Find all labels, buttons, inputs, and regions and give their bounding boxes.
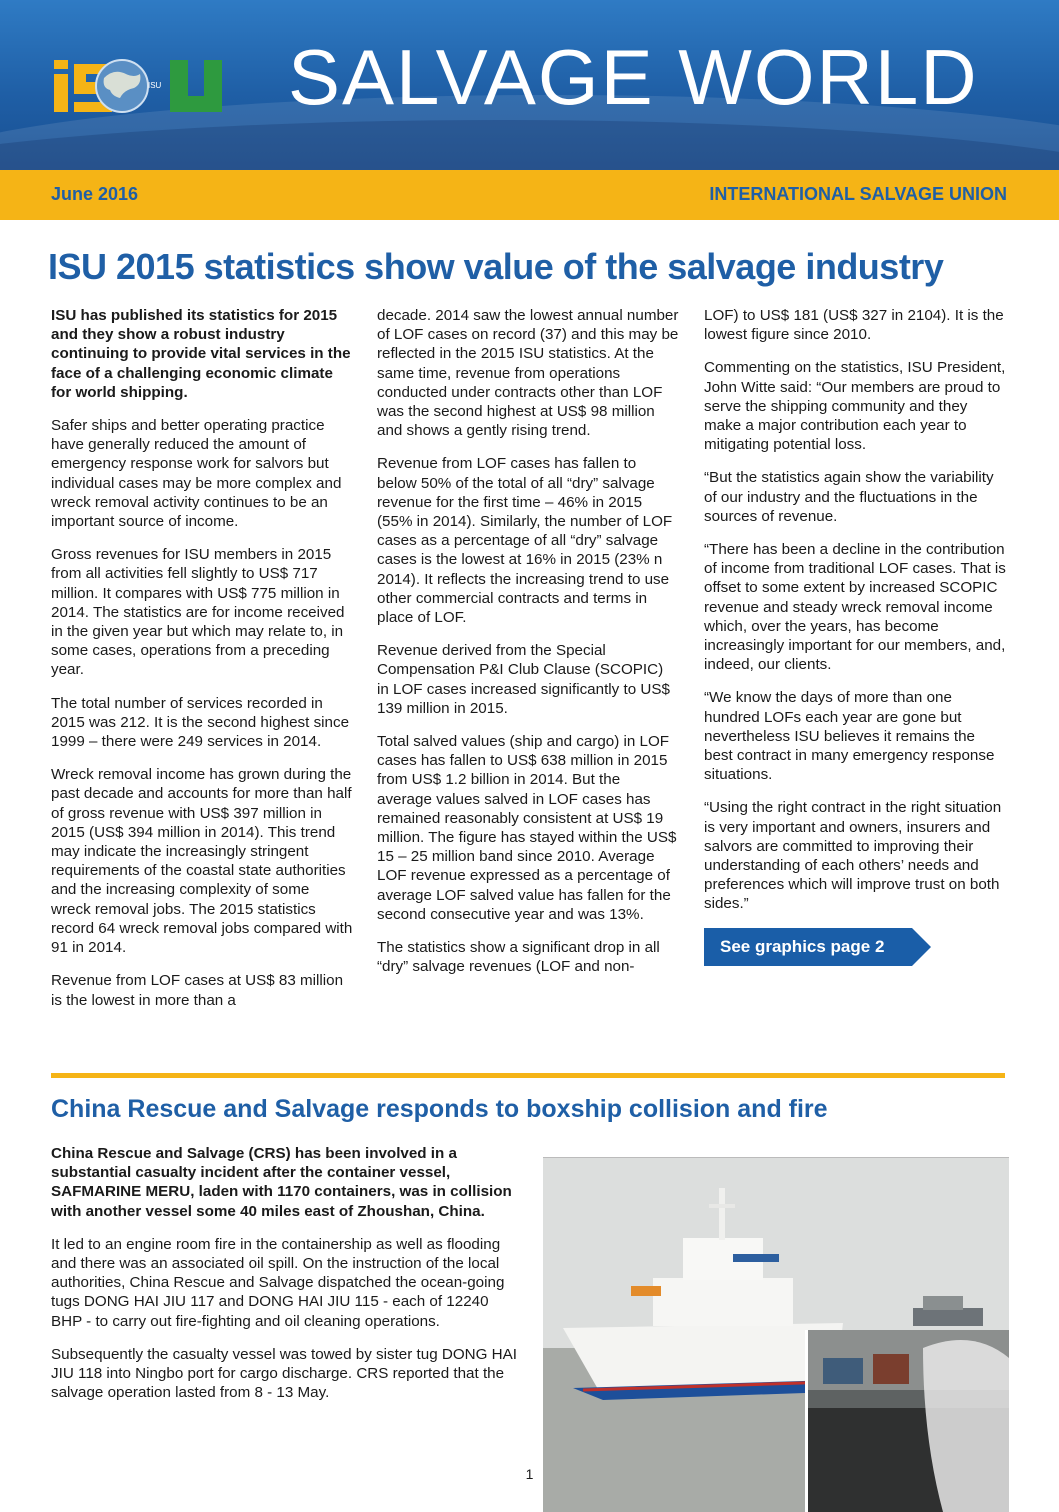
salvage-tug-photo <box>543 1157 1009 1512</box>
article-paragraph: Safer ships and better operating practice have generally reduced the amount of emergency response work for salvors but individual cases may be more complex and wreck removal activity continues to be an important source of income. <box>51 417 342 531</box>
tug-illustration <box>543 1158 1009 1512</box>
article-paragraph: The total number of services recorded in 2015 was 212. It is the second highest since 1999 – there were 249 services in 2014. <box>51 694 350 751</box>
publication-title: SALVAGE WORLD <box>288 33 979 121</box>
article-paragraph: The statistics show a significant drop in all “dry” salvage revenues (LOF and non- <box>377 939 660 976</box>
article-column-3 <box>704 306 1006 966</box>
article-paragraph: Commenting on the statistics, ISU President, John Witte said: “Our members are proud to serve the shipping community and they make a major contribution each year to mitigating potential loss. <box>704 359 1006 454</box>
article-column-2 <box>377 306 679 991</box>
article-paragraph: Total salved values (ship and cargo) in LOF cases has fallen to US$ 638 million in 2015 from US$ 1.2 billion in 2014. But the average values salved in LOF cases has remained reasonably consistent at US$ 19 million. The figure has stayed within the US$ 15 – 25 million band since 2010. Average LOF revenue expressed as a percentage of average LOF salved value has fallen for the second consecutive year and was 13%. <box>377 733 677 923</box>
article2-paragraph: Subsequently the casualty vessel was towed by sister tug DONG HAI JIU 118 into Ningbo port for cargo discharge. CRS reported that the salvage operation lasted from 8 - 13 May. <box>51 1345 517 1402</box>
issue-date: June 2016 <box>51 184 139 204</box>
article2-body <box>51 1144 519 1416</box>
isu-logo <box>52 52 240 114</box>
article-paragraph: LOF) to US$ 181 (US$ 327 in 2104). It is the lowest figure since 2010. <box>704 307 1004 344</box>
article-paragraph: Gross revenues for ISU members in 2015 from all activities fell slightly to US$ 717 million. It compares with US$ 775 million in 2014. The statistics are for income received in the given year but which may relate to, in some cases, operations from a preceding year. <box>51 546 345 679</box>
article2-headline: China Rescue and Salvage responds to boxship collision and fire <box>51 1095 828 1123</box>
article-paragraph: “We know the days of more than one hundred LOFs each year are gone but nevertheless ISU believes it remains the best contract in many emergency response situations. <box>704 689 995 784</box>
article-paragraph: Revenue derived from the Special Compensation P&I Club Clause (SCOPIC) in LOF cases increased significantly to US$ 139 million in 2015. <box>377 642 670 717</box>
article-column-1 <box>51 306 353 1024</box>
issue-strip <box>0 170 1059 220</box>
article-paragraph: decade. 2014 saw the lowest annual number of LOF cases on record (37) and this may be reflected in the 2015 ISU statistics. At the same time, revenue from operations conducted under contracts other than LOF was the second highest at US$ 98 million and shows a gently rising trend. <box>377 307 679 440</box>
article-paragraph: Wreck removal income has grown during the past decade and accounts for more than half of gross revenue with US$ 397 million in 2015 (US$ 394 million in 2014). This trend may indicate the increasingly stringent requirements of the coastal state authorities and the increasing complexity of some wreck removal jobs. The 2015 statistics record 64 wreck removal jobs compared with 91 in 2014. <box>51 766 353 957</box>
organization-name: INTERNATIONAL SALVAGE UNION <box>709 184 1007 204</box>
page-number: 1 <box>525 1466 534 1482</box>
article-lead: ISU has published its statistics for 2015 and they show a robust industry continuing to provide vital services in the face of a challenging economic climate for world shipping. <box>51 307 351 401</box>
article2-lead: China Rescue and Salvage (CRS) has been involved in a substantial casualty incident after the container vessel, SAFMARINE MERU, laden with 1170 containers, was in collision with another vessel some 40 miles east of Zhoushan, China. <box>51 1145 512 1220</box>
section-divider <box>51 1073 1005 1078</box>
see-graphics-link[interactable]: See graphics page 2 <box>704 928 912 966</box>
article2-paragraph: It led to an engine room fire in the containership as well as flooding and there was an associated oil spill. On the instruction of the local authorities, China Rescue and Salvage dispatched the ocean-going tugs DONG HAI JIU 117 and DONG HAI JIU 115 - each of 12240 BHP - to carry out fire-fighting and oil cleaning operations. <box>51 1235 505 1330</box>
article-paragraph: Revenue from LOF cases at US$ 83 million is the lowest in more than a <box>51 972 344 1009</box>
logo-text: ISU <box>148 81 162 90</box>
masthead-banner <box>0 0 1059 170</box>
article-paragraph: “There has been a decline in the contribution of income from traditional LOF cases. That is offset to some extent by increased SCOPIC revenue and steady wreck removal income which, over the years, has become increasingly important for our members, and, indeed, our clients. <box>704 541 1006 674</box>
article-paragraph: Revenue from LOF cases has fallen to below 50% of the total of all “dry” salvage revenue for the first time – 46% in 2015 (55% in 2014). Similarly, the number of LOF cases as a percentage of all “dry” salvage cases is the lowest at 16% in 2015 (23% n 2014). It reflects the increasing trend to use other commercial contracts and terms in place of LOF. <box>377 455 673 627</box>
article-paragraph: “But the statistics again show the variability of our industry and the fluctuations in the sources of revenue. <box>704 469 994 525</box>
article-paragraph: “Using the right contract in the right situation is very important and owners, insurers and salvors are committed to improving their understanding of each others’ needs and preferences which will improve trust on both sides.” <box>704 799 1002 913</box>
article-headline: ISU 2015 statistics show value of the salvage industry <box>48 246 944 287</box>
